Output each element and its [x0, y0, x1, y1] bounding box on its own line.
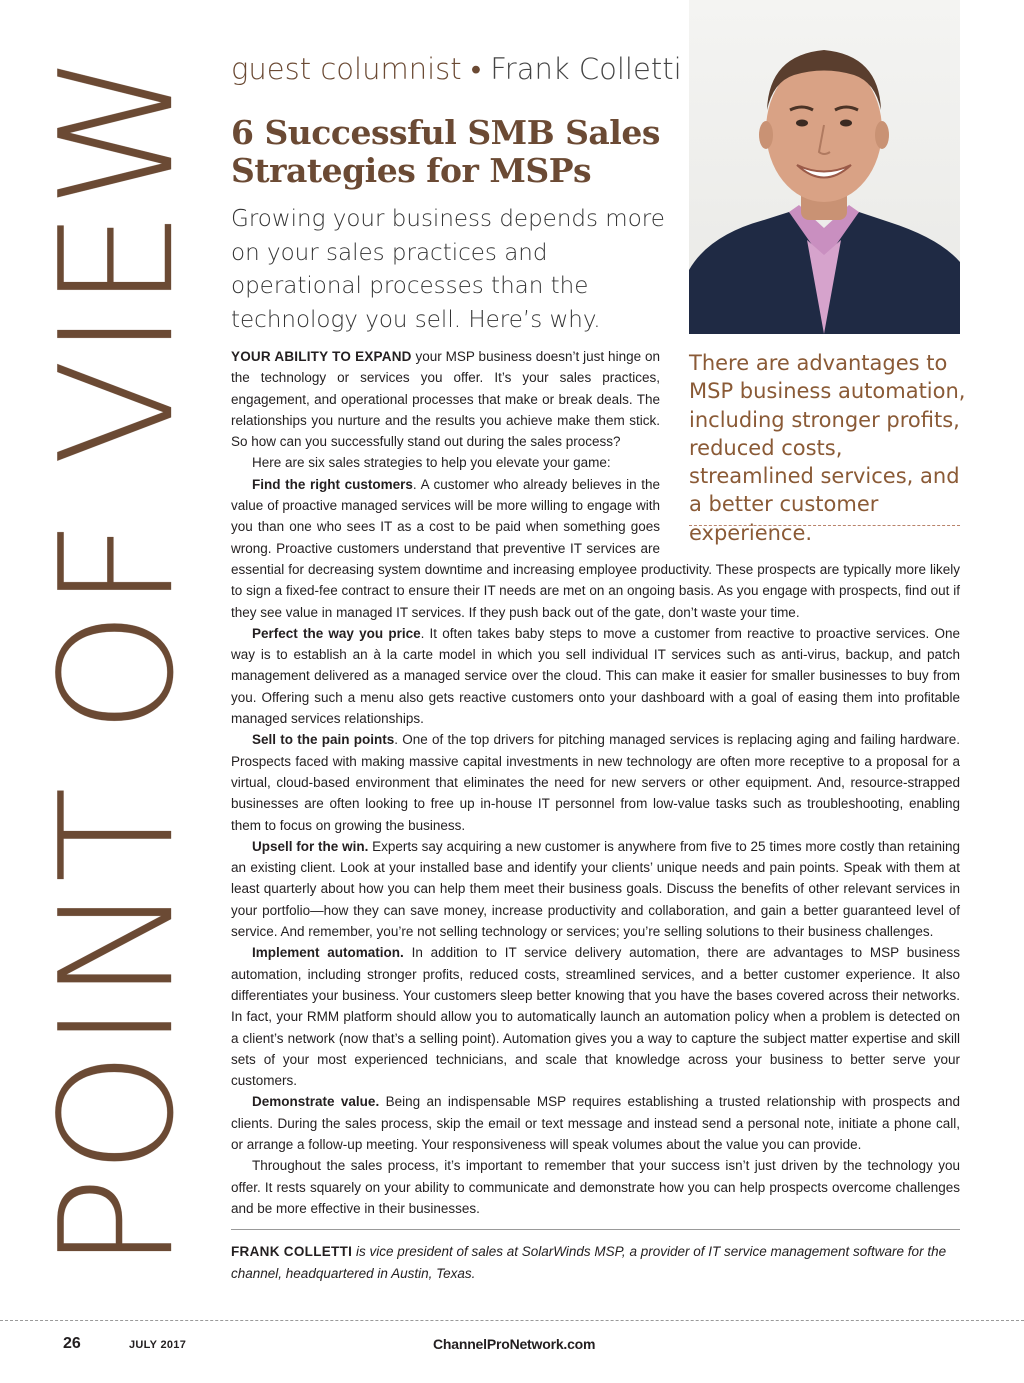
- headline: 6 Successful SMB Sales Strategies for MSPs: [231, 113, 660, 190]
- issue-date: JULY 2017: [129, 1339, 187, 1351]
- strategy-paragraph: [231, 836, 960, 942]
- closing-paragraph: Throughout the sales process, it’s important to remember that your success isn’t just driven by the technology you offer. It rests squarely on your ability to communicate and demonstrate how you can help prospects overcome challenges and be more effective in their businesses.: [231, 1158, 960, 1216]
- kicker: [231, 52, 682, 87]
- kicker-author: Frank Colletti: [490, 52, 682, 86]
- section-title: POINT OF VIEW: [26, 51, 208, 1271]
- strategy-text: . It often takes baby steps to move a customer from reactive to proactive services. One way is to establish an à la carte model in which you sell individual IT services such as anti-virus, backup, and patch management delivered as a managed service over the cloud. This can make it easier for smaller businesses to buy from you. Offering such a menu also gets reactive customers onto your dashboard with a goal of easing them into profitable managed services relationships.: [231, 625, 960, 727]
- site-name: ChannelProNetwork.com: [433, 1336, 596, 1352]
- bio-name: FRANK COLLETTI: [231, 1244, 353, 1259]
- intro-text: your MSP business doesn’t just hinge on the technology or services you offer. It’s your sales practices, engagement, and operational processes that make or break deals. The relationships you nurture and the results you achieve make them stick. So how can you successfully stand out during the sales process?: [231, 349, 661, 450]
- strategy-lead: Demonstrate value.: [252, 1094, 380, 1110]
- strategy-paragraph: [231, 623, 960, 729]
- strategy-text: . One of the top drivers for pitching managed services is replacing aging and failing hardware. Prospects faced with making massive capital investments in new technology are often more receptive to a proposal for a virtual, cloud-based environment that eliminates the need for new servers or other equipment. And, resource-strapped businesses are often looking to free up in-house IT personnel from low-value tasks such as troubleshooting, enabling them to focus on growing the business.: [231, 732, 961, 833]
- intro-paragraph-2: Here are six sales strategies to help you elevate your game:: [252, 455, 611, 471]
- kicker-label: guest columnist: [231, 52, 462, 86]
- pull-quote: There are advantages to MSP business automation, including stronger profits, reduced costs, streamlined services, and a better customer experience.: [689, 351, 966, 545]
- strategy-lead: Sell to the pain points: [252, 732, 395, 748]
- pull-quote-spacer: [660, 346, 960, 553]
- author-portrait-icon: [689, 0, 960, 334]
- page-number: 26: [63, 1335, 81, 1352]
- deck: Growing your business depends more on your sales practices and operational processes than the technology you sell. Here’s why.: [231, 206, 665, 333]
- author-photo: [689, 0, 960, 334]
- intro-lead: YOUR ABILITY TO EXPAND: [231, 349, 412, 364]
- strategy-paragraph: [231, 729, 960, 835]
- article-body: [231, 346, 960, 1219]
- author-bio: [231, 1241, 960, 1284]
- strategy-text: In addition to IT service delivery automation, there are advantages to MSP business automation, including stronger profits, reduced costs, streamlined services, and a better customer experience. It also differentiates your business. Your customers sleep better knowing that you have the bases covered across their networks. In fact, your RMM platform should allow you to automatically launch an automation policy when a problem is detected on a client’s network (now that’s a selling point). Automation gives you a way to capture the subject matter expertise and skill sets of your most experienced technicians, and scale that knowledge across your business to better serve your customers.: [231, 945, 960, 1089]
- strategy-paragraph: [231, 942, 960, 1091]
- strategy-lead: Find the right customers: [252, 476, 413, 492]
- strategy-text: . A customer who already believes in the value of proactive managed services will be more willing to engage with you than one who sees IT as a cost to be paid when something goes wrong. Proactive customers understand that preventive IT services are essential for decreasing system downtime and increasing employee productivity. These prospects are typically more likely to sign a fixed-fee contract to ensure their IT needs are met on an ongoing basis. As you engage with prospects, find out if they see value in managed IT services. If they push back out of the gate, don’t waste your time.: [231, 476, 960, 620]
- bio-text: is vice president of sales at SolarWinds MSP, a provider of IT service management software for the channel, headquartered in Austin, Texas.: [231, 1244, 947, 1281]
- strategy-text: Being an indispensable MSP requires establishing a trusted relationship with prospects and clients. During the sales process, skip the email or text message and instead send a personal note, initiate a phone call, or arrange a follow-up meeting. Your responsiveness will speak volumes about the value you can provide.: [231, 1094, 961, 1152]
- strategy-lead: Implement automation.: [252, 945, 404, 961]
- bio-divider: [231, 1229, 960, 1230]
- strategy-lead: Upsell for the win.: [252, 838, 369, 854]
- footer-divider: [0, 1320, 1024, 1321]
- strategy-text: Experts say acquiring a new customer is anywhere from five to 25 times more costly than retaining an existing client. Look at your installed base and identify your clients’ unique needs and pain points. Speak with them at least quarterly about how you can help them meet their business goals. Discuss the benefits of other relevant services in your portfolio—how they can save money, increase productivity and collaboration, and gain a better guaranteed level of service. And remember, you’re not selling technology or services; you’re selling solutions to their business challenges.: [231, 838, 960, 940]
- kicker-separator: •: [461, 52, 491, 86]
- strategy-paragraph: [231, 1091, 960, 1155]
- strategy-lead: Perfect the way you price: [252, 625, 421, 641]
